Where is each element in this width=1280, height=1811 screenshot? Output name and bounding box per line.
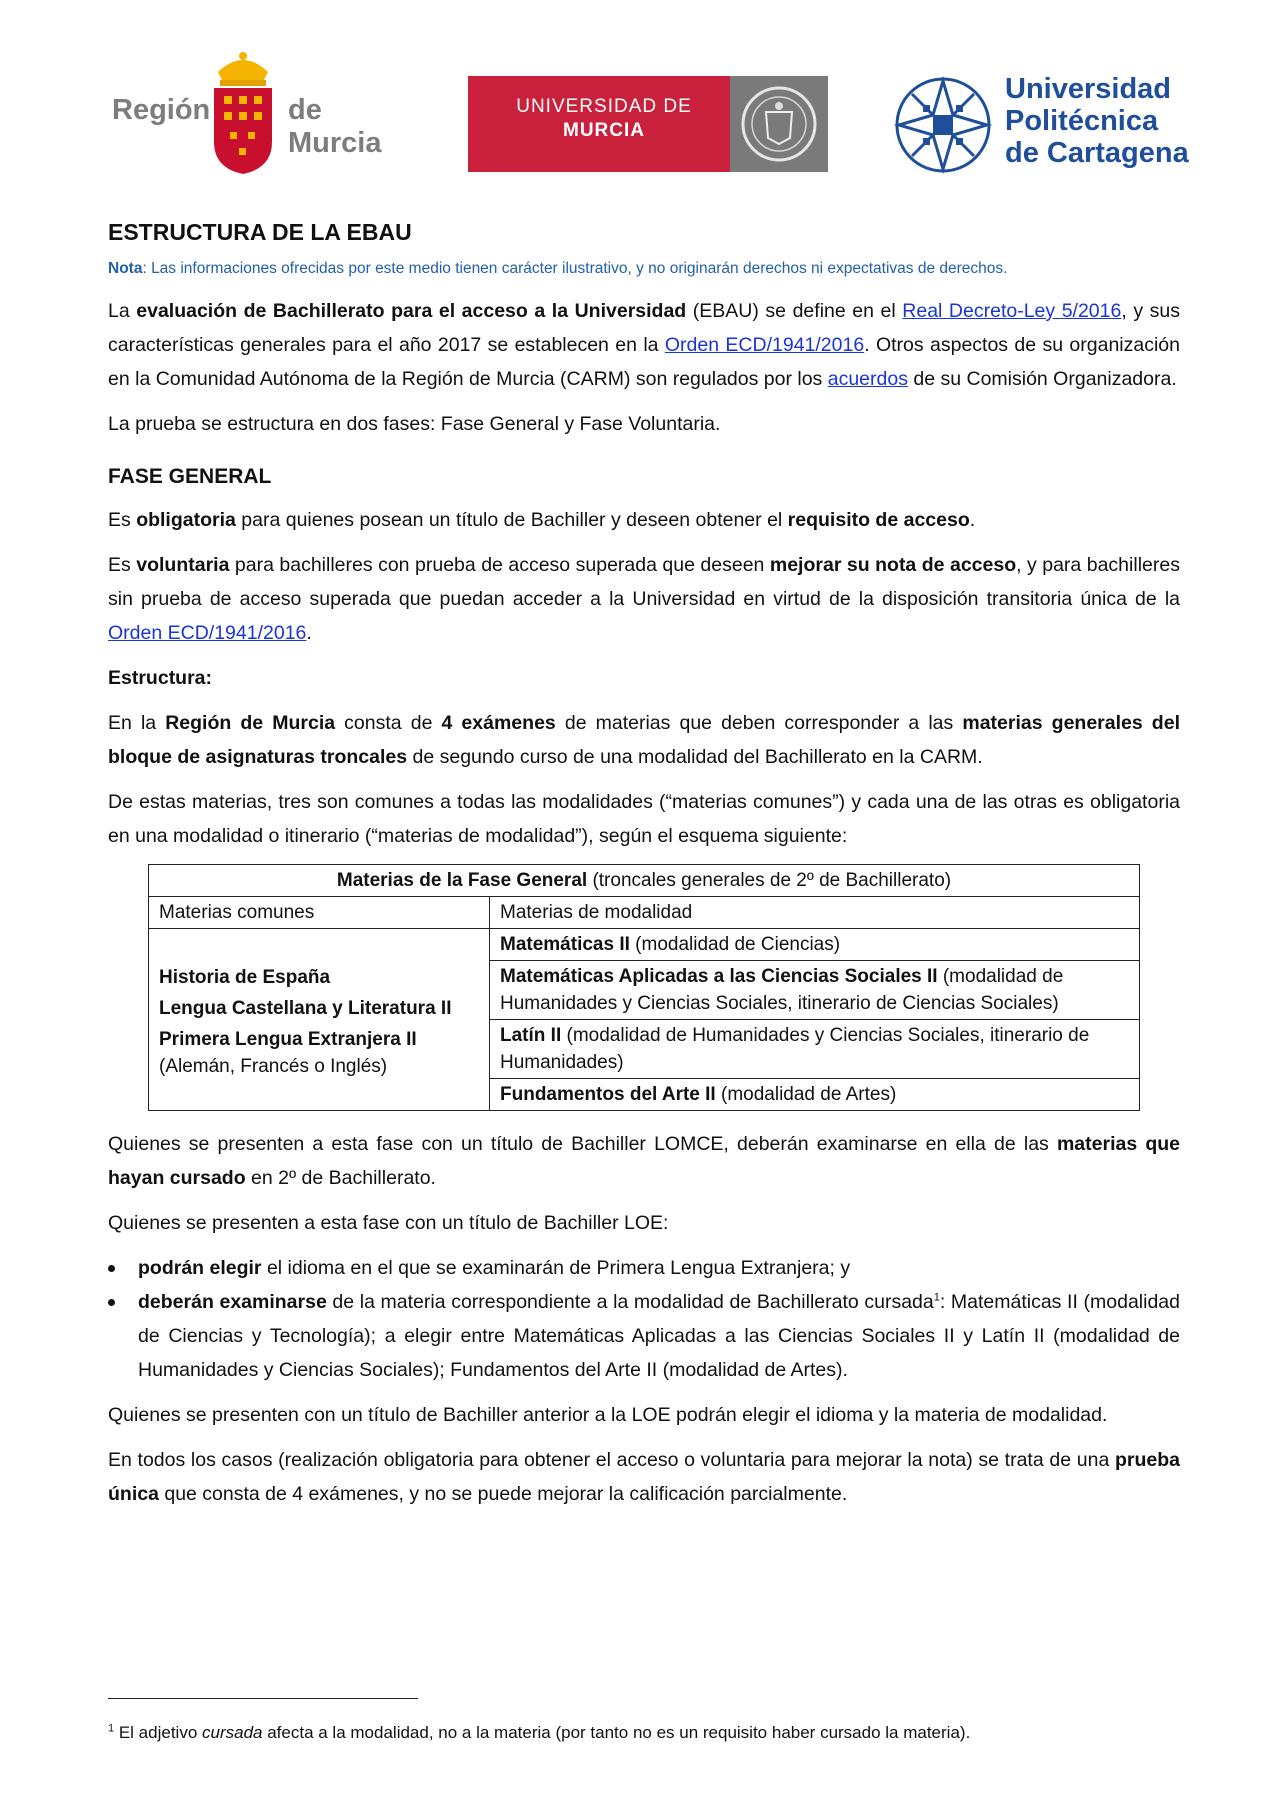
text: para quienes posean un título de Bachiller y deseen obtener el — [235, 509, 788, 531]
text: de su Comisión Organizadora. — [907, 368, 1177, 390]
text: (EBAU) se define en el — [686, 300, 903, 322]
text: (modalidad de Ciencias) — [629, 934, 841, 955]
text: para bachilleres con prueba de acceso superada que deseen — [229, 554, 770, 576]
text: . Otros aspectos de su organización en la Comunidad Autónoma de la Región de Murcia (CARM) son regulados por los — [108, 334, 1180, 390]
text: . — [969, 509, 976, 531]
text-bold: 4 exámenes — [441, 712, 556, 734]
text-bold: Latín II — [500, 1025, 562, 1046]
note-label: Nota — [108, 260, 143, 277]
materia-modalidad-cell — [490, 1079, 1140, 1111]
intro-paragraph — [108, 294, 1180, 396]
text: de segundo curso de una modalidad del Bachillerato en la CARM. — [407, 746, 983, 768]
text: consta de — [335, 712, 442, 734]
text-bold: Fundamentos del Arte II — [500, 1084, 716, 1105]
text-bold: materias generales del bloque de asignaturas troncales — [108, 712, 1180, 768]
text: La — [108, 300, 137, 322]
logo-text-de-murcia: de Murcia — [288, 94, 382, 159]
um-line1: UNIVERSIDAD DE — [516, 96, 692, 117]
text: que consta de 4 exámenes, y no se puede mejorar la calificación parcialmente. — [158, 1483, 848, 1505]
text-bold: Región de Murcia — [165, 712, 336, 734]
region-murcia-logo — [112, 50, 412, 175]
materias-paragraph: De estas materias, tres son comunes a todas las modalidades (“materias comunes”) y cada una de las otras es obligatoria en una modalidad o itinerario (“materias de modalidad”), según el esquema siguiente: — [108, 791, 1180, 847]
materia-comun — [159, 964, 479, 991]
estructura-paragraph — [108, 706, 1180, 774]
text: (modalidad de Artes) — [715, 1084, 897, 1105]
bullet-icon — [108, 1265, 115, 1272]
orden-ecd-link-2[interactable]: Orden ECD/1941/2016 — [108, 622, 307, 644]
orden-ecd-link[interactable]: Orden ECD/1941/2016 — [664, 334, 865, 356]
page-title: ESTRUCTURA DE LA EBAU — [108, 219, 412, 245]
list-item — [108, 1251, 1180, 1285]
text: . — [306, 622, 312, 644]
text-bold: Matemáticas Aplicadas a las Ciencias Sociales II — [500, 966, 938, 987]
text: (modalidad de Humanidades y Ciencias Sociales, itinerario de Ciencias Sociales) — [500, 966, 1064, 1014]
column-header-modalidad: Materias de modalidad — [490, 897, 1140, 929]
estructura-label — [108, 661, 1180, 695]
um-seal — [730, 76, 828, 172]
text-bold: requisito de acceso — [787, 509, 970, 531]
voluntaria-paragraph — [108, 548, 1180, 650]
footnote-ref[interactable]: 1 — [933, 1291, 940, 1304]
footnote-divider — [108, 1698, 418, 1699]
text-bold: evaluación de Bachillerato para el acceso a la Universidad — [136, 300, 687, 322]
text-bold: materias que hayan cursado — [108, 1133, 1180, 1189]
loe-paragraph: Quienes se presenten a esta fase con un título de Bachiller LOE: — [108, 1212, 669, 1234]
fase-general-heading: FASE GENERAL — [108, 465, 272, 488]
column-header-comunes: Materias comunes — [149, 897, 490, 929]
upct-line2: Politécnica — [1005, 105, 1159, 137]
text-bold: obligatoria — [136, 509, 236, 531]
text: Es — [108, 509, 137, 531]
murcia-coat-of-arms-icon — [210, 50, 276, 175]
text: : Matemáticas II (modalidad de Ciencias y Tecnología); a elegir entre Matemáticas Aplicadas a las Ciencias Sociales II y Latín II (modalidad de Humanidades y Ciencias Sociales); Fundamentos del Arte II (modalidad de Artes). — [138, 1291, 1180, 1381]
text-italic: cursada — [202, 1723, 263, 1742]
materia-modalidad-cell — [490, 1020, 1140, 1079]
table-row — [149, 929, 1140, 961]
table-row — [149, 897, 1140, 929]
text: afecta a la modalidad, no a la materia (por tanto no es un requisito haber cursado la materia). — [262, 1723, 971, 1742]
text-bold: Materias de la Fase General — [336, 870, 588, 891]
materia-comun — [159, 1026, 479, 1053]
text: En la — [108, 712, 166, 734]
text-bold: Matemáticas II — [500, 934, 630, 955]
upct-line3: de Cartagena — [1005, 137, 1189, 169]
text: El adjetivo — [114, 1723, 203, 1742]
lomce-paragraph — [108, 1127, 1180, 1195]
logo-text-region: Región — [112, 94, 211, 126]
phases-paragraph: La prueba se estructura en dos fases: Fase General y Fase Voluntaria. — [108, 413, 721, 435]
materia-comun-note: (Alemán, Francés o Inglés) — [159, 1055, 388, 1077]
prueba-unica-paragraph — [108, 1443, 1180, 1511]
text: (troncales generales de 2º de Bachillerato) — [587, 870, 952, 891]
text-bold: Primera Lengua Extranjera II — [159, 1028, 417, 1050]
document-body — [108, 212, 1180, 1522]
text: el idioma en el que se examinarán de Primera Lengua Extranjera; y — [261, 1257, 851, 1279]
note-text: : Las informaciones ofrecidas por este medio tienen carácter ilustrativo, y no originarán derechos ni expectativas de derechos. — [142, 260, 1008, 277]
universidad-murcia-logo — [468, 76, 828, 172]
materia-comun — [159, 995, 479, 1022]
materias-table — [148, 864, 1140, 1111]
text-bold: deberán examinarse — [138, 1291, 327, 1313]
text-bold: prueba única — [108, 1449, 1180, 1505]
text-bold: Historia de España — [159, 966, 331, 988]
text-bold: voluntaria — [136, 554, 230, 576]
text: , y para bachilleres sin prueba de acceso superada que puedan acceder a la Universidad en virtud de la disposición transitoria única de la — [108, 554, 1180, 610]
materias-comunes-cell — [149, 929, 490, 1111]
table-row — [149, 865, 1140, 897]
um-seal-icon — [730, 76, 828, 172]
upct-star-emblem-icon — [893, 75, 993, 175]
text: , y sus características generales para el año 2017 se establecen en la — [108, 300, 1180, 356]
text: de materias que deben corresponder a las — [555, 712, 963, 734]
text: de la materia correspondiente a la modalidad de Bachillerato cursada — [326, 1291, 934, 1313]
text: en 2º de Bachillerato. — [245, 1167, 436, 1189]
text-bold: Lengua Castellana y Literatura II — [159, 997, 452, 1019]
text-bold: Estructura: — [108, 667, 213, 689]
disclaimer-note — [108, 252, 1180, 286]
upct-logo — [893, 70, 1193, 180]
list-item — [108, 1285, 1180, 1387]
obligatoria-paragraph — [108, 503, 1180, 537]
text: Quienes se presenten a esta fase con un título de Bachiller LOMCE, deberán examinarse en ella de las — [108, 1133, 1057, 1155]
table-header-cell — [149, 865, 1140, 897]
footnote — [108, 1720, 1180, 1746]
um-line2: MURCIA — [563, 120, 645, 141]
real-decreto-link[interactable]: Real Decreto-Ley 5/2016 — [902, 300, 1122, 322]
materia-modalidad-cell — [490, 961, 1140, 1020]
text: En todos los casos (realización obligatoria para obtener el acceso o voluntaria para mejorar la nota) se trata de una — [108, 1449, 1115, 1471]
loe-bullet-list — [108, 1251, 1180, 1387]
materia-modalidad-cell — [490, 929, 1140, 961]
text: (modalidad de Humanidades y Ciencias Sociales, itinerario de Humanidades) — [500, 1025, 1090, 1073]
pre-loe-paragraph: Quienes se presenten con un título de Bachiller anterior a la LOE podrán elegir el idioma y la materia de modalidad. — [108, 1404, 1108, 1426]
upct-line1: Universidad — [1005, 73, 1171, 105]
footnote-number: 1 — [108, 1722, 115, 1735]
text-bold: mejorar su nota de acceso — [769, 554, 1017, 576]
text: Es — [108, 554, 137, 576]
text-bold: podrán elegir — [138, 1257, 262, 1279]
bullet-icon — [108, 1299, 115, 1306]
acuerdos-link[interactable]: acuerdos — [827, 368, 908, 390]
